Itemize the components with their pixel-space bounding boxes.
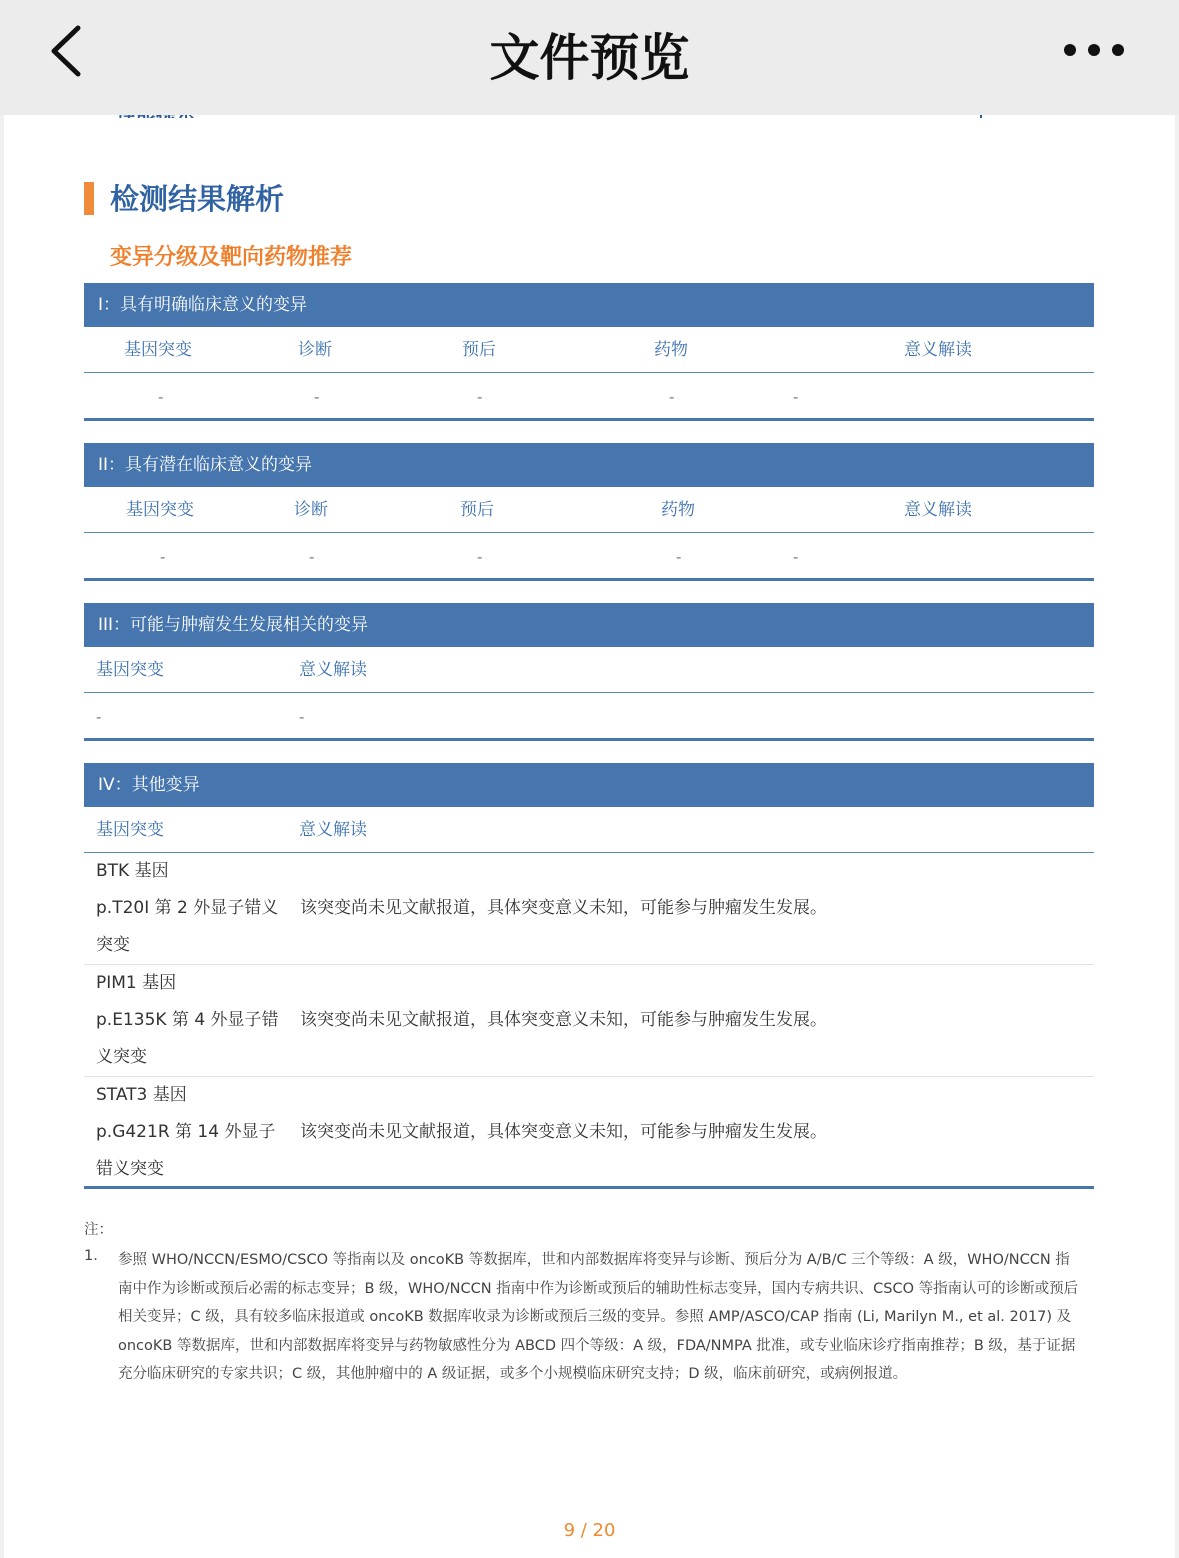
section-accent-bar <box>84 182 94 215</box>
column-header: 诊断 <box>298 340 332 360</box>
table-cell: - <box>158 388 164 406</box>
table-cell: - <box>299 708 305 726</box>
table-row <box>84 853 1094 965</box>
column-header: 意义解读 <box>299 820 367 840</box>
variant-table-tier4 <box>84 763 1094 1189</box>
note-text: 参照 WHO/NCCN/ESMO/CSCO 等指南以及 oncoKB 等数据库，世和内部数据库将变异与诊断、预后分为 A/B/C 三个等级：A 级，WHO/NCCN 指南中作为诊断或预后必需的标志变异；B 级，WHO/NCCN 指南中作为诊断或预后的辅助性标志变异，国内专病共识、CSCO 等指南认可的诊断或预后相关变异；C 级，具有较多临床报道或 oncoKB 数据库收录为诊断或预后三级的变异。参照 AMP/ASCO/CAP 指南 (Li, Marilyn M., et al. 2017) 及 oncoKB 等数据库，世和内部数据库将变异与药物敏感性分为 ABCD 四个等级：A 级，FDA/NMPA 批准，或专业临床诊疗指南推荐；B 级，基于证据充分临床研究的专家共识；C 级，其他肿瘤中的 A 级证据，或多个小规模临床研究支持；D 级，临床前研究，或病例报道。 <box>118 1252 1079 1383</box>
gene-name: PIM1 基因 <box>96 973 177 993</box>
table-column-headers <box>84 487 1094 533</box>
gene-variant: p.G421R 第 14 外显子 <box>96 1122 276 1142</box>
footnotes <box>84 1218 1094 1383</box>
table-cell: - <box>793 548 799 566</box>
page-edge-left <box>0 115 4 1558</box>
top-navigation-bar <box>0 0 1179 115</box>
gene-variant-type: 突变 <box>96 935 130 955</box>
table-header: I：具有明确临床意义的变异 <box>84 283 1094 327</box>
gene-variant: p.T20I 第 2 外显子错义 <box>96 898 279 918</box>
gene-variant: p.E135K 第 4 外显子错 <box>96 1010 279 1030</box>
column-header: 基因突变 <box>124 340 192 360</box>
column-header: 基因突变 <box>96 820 164 840</box>
table-cell: - <box>477 388 483 406</box>
column-header: 意义解读 <box>904 500 972 520</box>
interpretation-cell: 该突变尚未见文献报道，具体突变意义未知，可能参与肿瘤发生发展。 <box>300 1122 827 1142</box>
variant-table-tier2 <box>84 443 1094 581</box>
page-number: 9 / 20 <box>563 1520 616 1541</box>
column-header: 意义解读 <box>299 660 367 680</box>
table-cell: - <box>309 548 315 566</box>
table-cell: - <box>96 708 102 726</box>
table-row <box>84 373 1094 421</box>
table-column-headers <box>84 647 1094 693</box>
column-header: 诊断 <box>294 500 328 520</box>
gene-cell <box>96 853 286 964</box>
gene-variant-type: 义突变 <box>96 1047 147 1067</box>
more-horizontal-icon[interactable] <box>1060 38 1130 62</box>
column-header: 药物 <box>661 500 695 520</box>
table-header: III：可能与肿瘤发生发展相关的变异 <box>84 603 1094 647</box>
table-row <box>84 533 1094 581</box>
gene-name: STAT3 基因 <box>96 1085 187 1105</box>
gene-name: BTK 基因 <box>96 861 169 881</box>
page-title: 文件预览 <box>489 29 690 87</box>
table-cell: - <box>669 388 675 406</box>
table-column-headers <box>84 327 1094 373</box>
section-title: 检测结果解析 <box>110 182 285 216</box>
interpretation-cell: 该突变尚未见文献报道，具体突变意义未知，可能参与肿瘤发生发展。 <box>300 1010 827 1030</box>
table-cell: - <box>793 388 799 406</box>
table-cell: - <box>314 388 320 406</box>
column-header: 药物 <box>654 340 688 360</box>
table-cell: - <box>676 548 682 566</box>
variant-table-tier1 <box>84 283 1094 421</box>
table-header: II：具有潜在临床意义的变异 <box>84 443 1094 487</box>
table-row <box>84 693 1094 741</box>
column-header: 意义解读 <box>904 340 972 360</box>
gene-cell <box>96 1077 286 1188</box>
column-header: 基因突变 <box>126 500 194 520</box>
interpretation-cell: 该突变尚未见文献报道，具体突变意义未知，可能参与肿瘤发生发展。 <box>300 898 827 918</box>
gene-cell <box>96 965 286 1076</box>
table-header: IV：其他变异 <box>84 763 1094 807</box>
page-edge-right <box>1175 115 1179 1558</box>
table-row <box>84 1077 1094 1189</box>
table-row <box>84 965 1094 1077</box>
table-column-headers <box>84 807 1094 853</box>
table-cell: - <box>477 548 483 566</box>
gene-variant-type: 错义突变 <box>96 1159 164 1179</box>
note-number: 1. <box>84 1248 98 1264</box>
notes-label: 注： <box>84 1222 113 1238</box>
section-subtitle: 变异分级及靶向药物推荐 <box>110 245 353 270</box>
column-header: 基因突变 <box>96 660 164 680</box>
variant-table-tier3 <box>84 603 1094 741</box>
column-header: 预后 <box>462 340 496 360</box>
column-header: 预后 <box>460 500 494 520</box>
table-cell: - <box>160 548 166 566</box>
